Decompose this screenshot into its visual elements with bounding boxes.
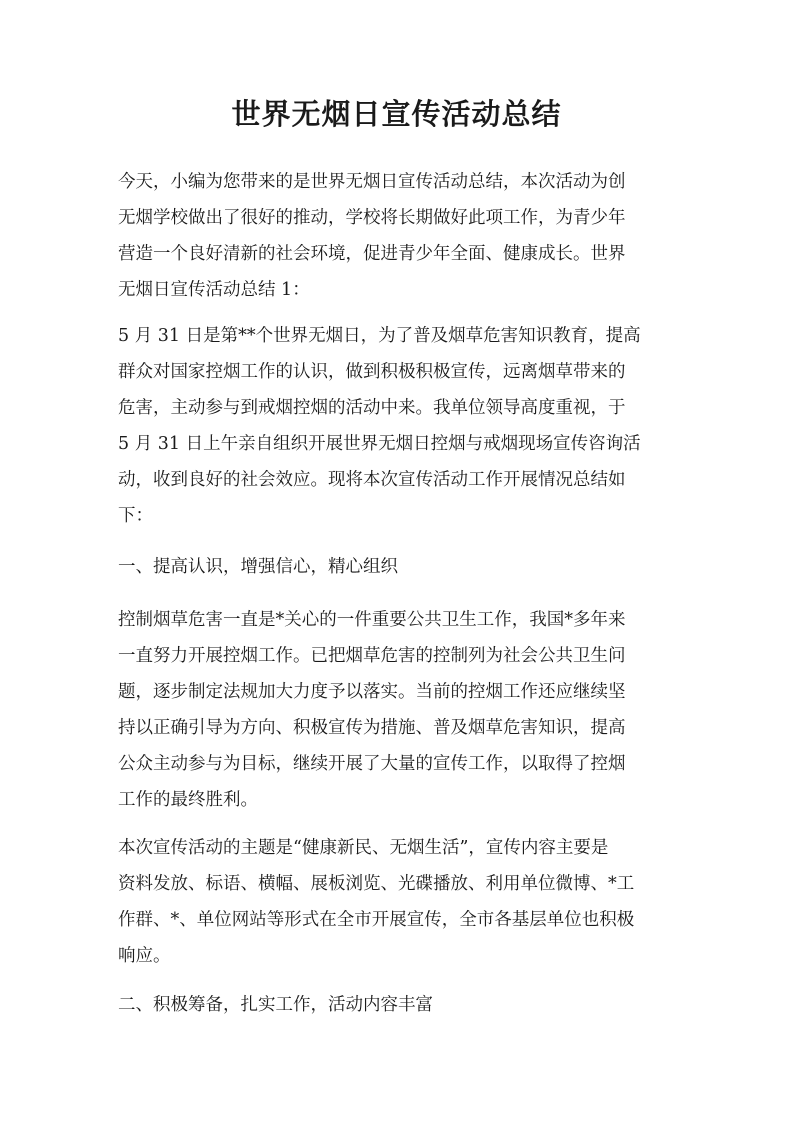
text-line: 工作的最终胜利。 xyxy=(118,790,258,810)
text-line: 公众主动参与为目标，继续开展了大量的宣传工作，以取得了控烟 xyxy=(118,754,626,774)
text-line: 一直努力开展控烟工作。已把烟草危害的控制列为社会公共卫生问 xyxy=(118,646,626,666)
heading-line: 二、积极筹备，扎实工作，活动内容丰富 xyxy=(118,995,433,1015)
text-line: 控制烟草危害一直是*关心的一件重要公共卫生工作，我国*多年来 xyxy=(118,610,626,630)
text-line: 无烟学校做出了很好的推动，学校将长期做好此项工作，为青少年 xyxy=(118,208,626,228)
text-line: 题，逐步制定法规加大力度予以落实。当前的控烟工作还应继续坚 xyxy=(118,682,626,702)
text-line: 群众对国家控烟工作的认识，做到积极积极宣传，远离烟草带来的 xyxy=(118,362,626,382)
text-line: 动，收到良好的社会效应。现将本次宣传活动工作开展情况总结如 xyxy=(118,470,626,490)
text-line: 5 月 31 日上午亲自组织开展世界无烟日控烟与戒烟现场宣传咨询活 xyxy=(118,434,641,454)
tobacco-control-paragraph xyxy=(118,602,678,818)
text-line: 5 月 31 日是第**个世界无烟日，为了普及烟草危害知识教育，提高 xyxy=(118,326,641,346)
text-line: 危害，主动参与到戒烟控烟的活动中来。我单位领导高度重视，于 xyxy=(118,398,626,418)
theme-paragraph xyxy=(118,830,678,974)
section-heading-1 xyxy=(118,549,678,585)
text-line: 响应。 xyxy=(118,946,171,966)
text-line: 持以正确引导为方向、积极宣传为措施、普及烟草危害知识，提高 xyxy=(118,718,626,738)
intro-paragraph xyxy=(118,164,678,308)
text-line: 作群、*、单位网站等形式在全市开展宣传，全市各基层单位也积极 xyxy=(118,910,635,930)
text-line: 营造一个良好清新的社会环境，促进青少年全面、健康成长。世界 xyxy=(118,244,626,264)
may31-paragraph xyxy=(118,318,678,534)
heading-line: 一、提高认识，增强信心，精心组织 xyxy=(118,557,398,577)
document-title: 世界无烟日宣传活动总结 xyxy=(231,97,562,131)
text-line: 本次宣传活动的主题是“健康新民、无烟生活”，宣传内容主要是 xyxy=(118,838,609,858)
text-line: 下： xyxy=(118,506,153,526)
text-line: 今天，小编为您带来的是世界无烟日宣传活动总结，本次活动为创 xyxy=(118,172,626,192)
text-line: 资料发放、标语、横幅、展板浏览、光碟播放、利用单位微博、*工 xyxy=(118,874,635,894)
text-line: 无烟日宣传活动总结 1： xyxy=(118,280,310,300)
section-heading-2 xyxy=(118,987,678,1023)
